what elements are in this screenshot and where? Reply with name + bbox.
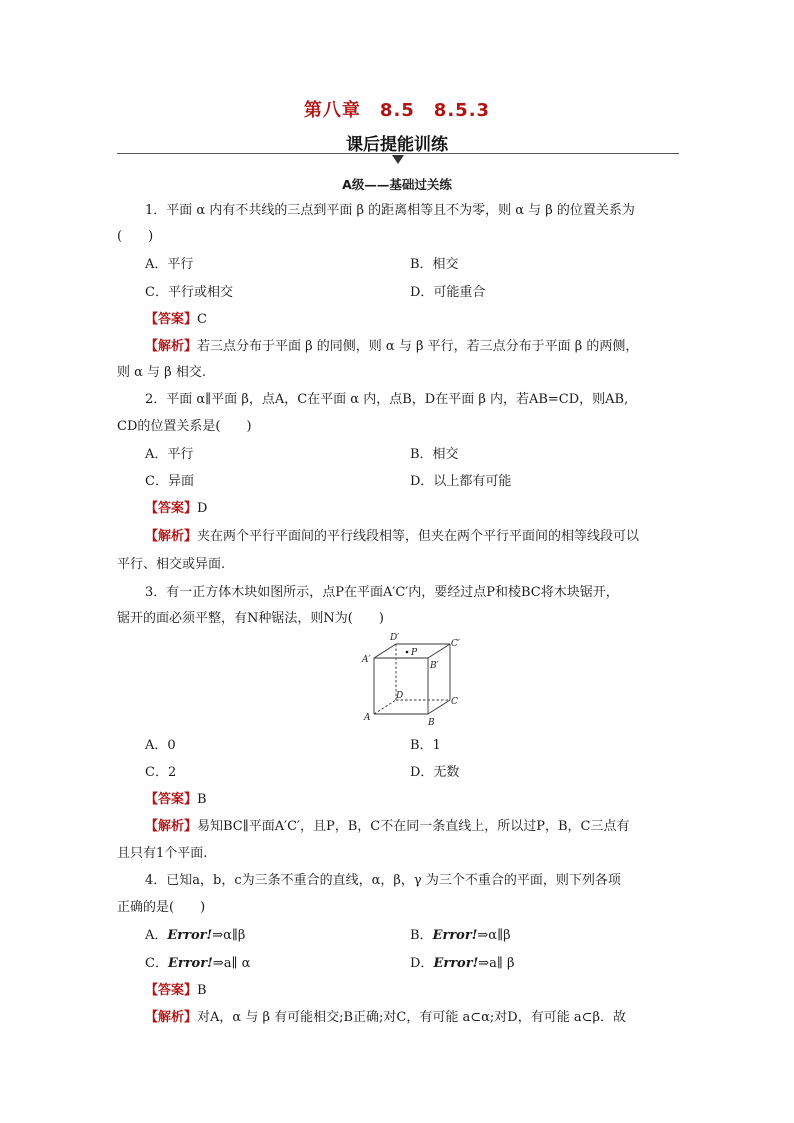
- analysis-text: 夹在两个平行平面间的平行线段相等，但夹在两个平行平面间的相等线段可以: [197, 529, 640, 544]
- q3-analysis-line1: [145, 818, 630, 836]
- page-title: 第八章 8.5 8.5.3: [303, 100, 491, 121]
- q3-option-c: C．2: [145, 765, 177, 780]
- q4-option-a: [145, 927, 245, 945]
- triangle-marker-icon: [392, 155, 404, 164]
- label-c1: C′: [451, 639, 460, 649]
- analysis-tag: 【解析】: [145, 1010, 198, 1025]
- q1-option-c: C．平行或相交: [145, 285, 233, 300]
- q3-option-b: B．1: [410, 738, 441, 753]
- label-d1: D′: [390, 633, 400, 643]
- q3-analysis-line2: 且只有1个平面.: [117, 846, 208, 861]
- q1-stem-line2: ( ): [117, 229, 154, 244]
- q4-answer: [145, 982, 207, 1000]
- q1-option-b: B．相交: [410, 257, 459, 272]
- q2-analysis-line1: [145, 528, 639, 546]
- option-letter: C．: [145, 956, 168, 971]
- page-subtitle: 课后提能训练: [346, 135, 448, 155]
- label-b: B: [428, 718, 435, 728]
- label-a: A: [364, 713, 371, 723]
- answer-tag: 【答案】: [145, 792, 198, 807]
- analysis-text: 对A，α 与 β 有可能相交;B正确;对C，有可能 a⊂α;对D，有可能 a⊂β．故: [197, 1010, 627, 1025]
- q2-option-d: D．以上都有可能: [410, 474, 512, 489]
- answer-value: D: [197, 501, 208, 516]
- label-p: P: [411, 648, 418, 658]
- q2-option-a: A．平行: [145, 447, 194, 462]
- point-p-marker: [406, 651, 409, 654]
- option-letter: D．: [410, 956, 434, 971]
- option-letter: A．: [145, 928, 168, 943]
- error-text: Error!: [167, 928, 213, 943]
- label-a1: A′: [362, 655, 371, 665]
- q2-answer: [145, 500, 207, 518]
- analysis-tag: 【解析】: [145, 339, 198, 354]
- q4-stem-line1: 4．已知a，b，c为三条不重合的直线，α，β，γ 为三个不重合的平面，则下列各项: [145, 873, 621, 888]
- option-text: ⇒a∥ α: [212, 956, 251, 971]
- q3-answer: [145, 791, 207, 809]
- error-text: Error!: [432, 928, 478, 943]
- label-b1: B′: [430, 661, 439, 671]
- answer-tag: 【答案】: [145, 983, 198, 998]
- q2-stem-line1: 2．平面 α∥平面 β，点A，C在平面 α 内，点B，D在平面 β 内，若AB=CD，则AB,: [145, 392, 629, 407]
- answer-value: B: [197, 983, 207, 998]
- q3-stem-line2: 锯开的面必须平整，有N种锯法，则N为( ): [117, 611, 384, 626]
- q1-option-a: A．平行: [145, 257, 194, 272]
- label-c: C: [451, 697, 458, 707]
- option-letter: B．: [410, 928, 433, 943]
- answer-tag: 【答案】: [145, 312, 198, 327]
- q3-option-d: D．无数: [410, 765, 460, 780]
- q1-analysis-line2: 则 α 与 β 相交.: [117, 365, 206, 380]
- error-text: Error!: [167, 956, 213, 971]
- analysis-text: 若三点分布于平面 β 的同侧，则 α 与 β 平行，若三点分布于平面 β 的两侧，: [197, 339, 639, 354]
- q1-analysis-line1: [145, 338, 638, 356]
- q4-stem-line2: 正确的是( ): [117, 900, 206, 915]
- analysis-tag: 【解析】: [145, 819, 198, 834]
- title-divider: [117, 153, 679, 154]
- q1-option-d: D．可能重合: [410, 285, 486, 300]
- section-level: A级——基础过关练: [342, 177, 452, 192]
- q4-analysis-line1: [145, 1009, 626, 1027]
- q2-option-b: B．相交: [410, 447, 459, 462]
- analysis-text: 易知BC∥平面A′C′，且P，B，C不在同一条直线上，所以过P，B，C三点有: [197, 819, 630, 834]
- label-d: D: [396, 691, 404, 701]
- answer-value: B: [197, 792, 207, 807]
- q3-option-a: A．0: [145, 738, 176, 753]
- analysis-tag: 【解析】: [145, 529, 198, 544]
- error-text: Error!: [433, 956, 479, 971]
- option-text: ⇒α∥β: [477, 928, 511, 943]
- q2-stem-line2: CD的位置关系是( ): [117, 419, 252, 434]
- q2-analysis-line2: 平行、相交或异面.: [117, 557, 226, 572]
- q2-option-c: C．异面: [145, 474, 194, 489]
- q4-option-c: [145, 955, 250, 973]
- option-text: ⇒α∥β: [212, 928, 246, 943]
- q1-answer: [145, 311, 207, 329]
- answer-value: C: [197, 312, 207, 327]
- answer-tag: 【答案】: [145, 501, 198, 516]
- option-text: ⇒a∥ β: [478, 956, 515, 971]
- q4-option-b: [410, 927, 511, 945]
- cube-figure: [358, 630, 468, 730]
- q3-stem-line1: 3．有一正方体木块如图所示，点P在平面A′C′内，要经过点P和棱BC将木块锯开，: [145, 585, 619, 600]
- q4-option-d: [410, 955, 515, 973]
- q1-stem-line1: 1．平面 α 内有不共线的三点到平面 β 的距离相等且不为零，则 α 与 β 的位置关系为: [145, 203, 635, 218]
